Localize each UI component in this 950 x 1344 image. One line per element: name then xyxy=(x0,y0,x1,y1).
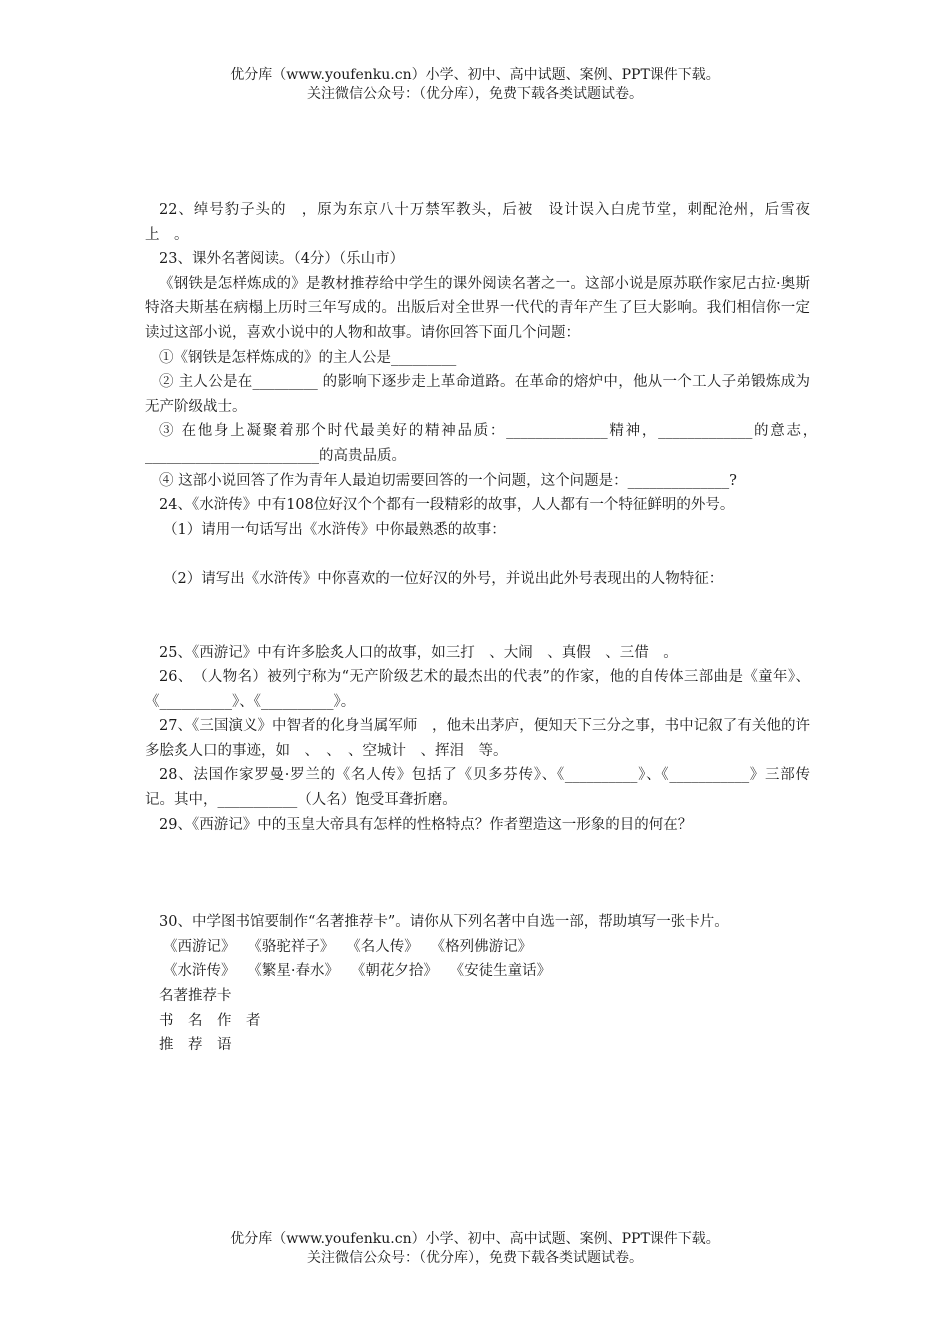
question-23-intro: 《钢铁是怎样炼成的》是教材推荐给中学生的课外阅读名著之一。这部小说是原苏联作家尼古拉·奥斯特洛夫斯基在病榻上历时三年写成的。出版后对全世界一代代的青年产生了巨大影响。我们相信你一定读过这部小说，喜欢小说中的人物和故事。请你回答下面几个问题： xyxy=(145,275,810,341)
answer-space xyxy=(145,592,810,641)
page-header xyxy=(0,66,950,104)
question-23-item-4: ④ 这部小说回答了作为青年人最迫切需要回答的一个问题，这个问题是：______________? xyxy=(159,472,737,489)
question-24-title: 24、《水浒传》中有108位好汉个个都有一段精彩的故事，人人都有一个特征鲜明的外号。 xyxy=(159,497,735,514)
question-23-title: 23、课外名著阅读。（4分）（乐山市） xyxy=(159,251,405,268)
question-24-part-1: （1）请用一句话写出《水浒传》中你最熟悉的故事： xyxy=(163,521,506,538)
question-26: 26、 （人物名）被列宁称为“无产阶级艺术的最杰出的代表”的作家，他的自传体三部曲是《童年》、《__________》、《__________》。 xyxy=(145,669,810,710)
question-30-title: 30、中学图书馆要制作“名著推荐卡”。请你从下列名著中自选一部，帮助填写一张卡片。 xyxy=(159,914,729,931)
question-22: 22、绰号豹子头的 ，原为东京八十万禁军教头，后被 设计误入白虎节堂，刺配沧州，后雪夜上 。 xyxy=(145,202,810,243)
recommend-card-book-author: 书 名 作 者 xyxy=(159,1012,261,1029)
header-line-2: 关注微信公众号：（优分库），免费下载各类试题试卷。 xyxy=(307,86,643,102)
answer-space xyxy=(145,837,810,910)
question-24-part-2: （2）请写出《水浒传》中你喜欢的一位好汉的外号，并说出此外号表现出的人物特征： xyxy=(163,570,724,587)
footer-line-2: 关注微信公众号：（优分库），免费下载各类试题试卷。 xyxy=(307,1250,643,1266)
recommend-card-recommendation: 推 荐 语 xyxy=(159,1037,232,1054)
question-23-item-2: ② 主人公是在_________ 的影响下逐步走上革命道路。在革命的熔炉中，他从一个工人子弟锻炼成为无产阶级战士。 xyxy=(145,374,810,415)
book-list-row-2: 《水浒传》 《繁星·春水》 《朝花夕拾》 《安徒生童话》 xyxy=(163,963,552,980)
answer-space xyxy=(145,542,810,567)
question-25: 25、《西游记》中有许多脍炙人口的故事，如三打 、大闹 、真假 、三借 。 xyxy=(159,644,678,661)
book-list-row-1: 《西游记》 《骆驼祥子》 《名人传》 《格列佛游记》 xyxy=(163,938,533,955)
question-23-item-3: ③ 在他身上凝聚着那个时代最美好的精神品质：______________精神，_____________的意志， ________________________的高贵品质。 xyxy=(145,423,830,464)
page-footer xyxy=(0,1230,950,1268)
recommend-card-title: 名著推荐卡 xyxy=(159,988,232,1005)
question-23-item-1: ①《钢铁是怎样炼成的》的主人公是_________ xyxy=(159,349,457,366)
question-28: 28、法国作家罗曼·罗兰的《名人传》包括了《贝多芬传》、《__________》、《___________》三部传记。其中，___________（人名）饱受耳聋折磨。 xyxy=(145,767,810,809)
question-27: 27、《三国演义》中智者的化身当属军师 ，他未出茅庐，便知天下三分之事，书中记叙了有关他的许多脍炙人口的事迹，如 、 、 、空城计 、挥泪 等。 xyxy=(145,718,810,759)
exam-content xyxy=(145,198,830,1058)
footer-line-1: 优分库（www.youfenku.cn）小学、初中、高中试题、案例、PPT课件下载。 xyxy=(230,1231,720,1247)
header-line-1: 优分库（www.youfenku.cn）小学、初中、高中试题、案例、PPT课件下载。 xyxy=(230,67,720,83)
question-29: 29、《西游记》中的玉皇大帝具有怎样的性格特点？作者塑造这一形象的目的何在？ xyxy=(159,816,693,833)
